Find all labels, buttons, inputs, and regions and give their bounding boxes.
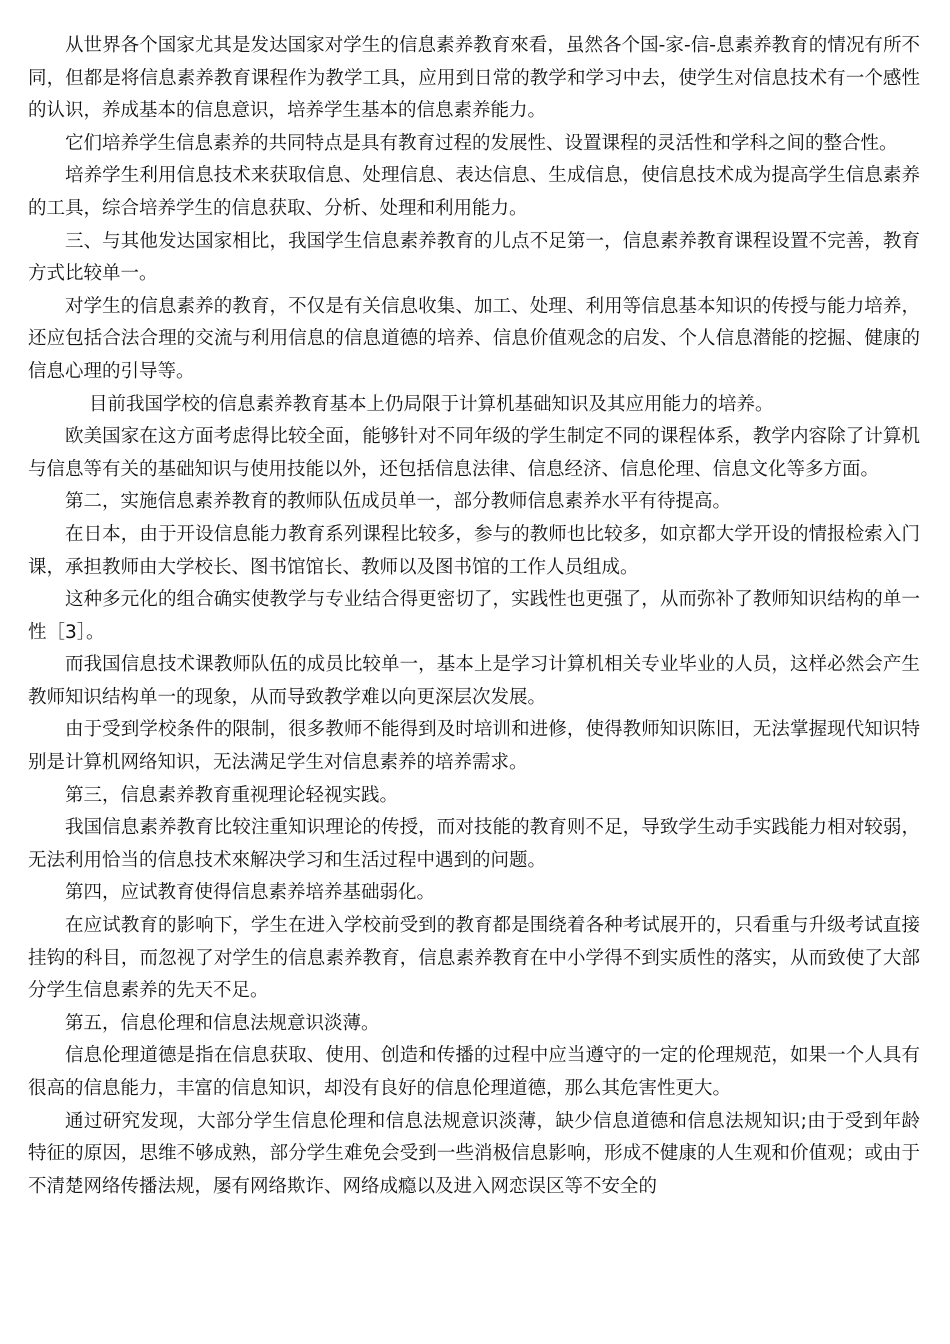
paragraph-8: 第二，实施信息素养教育的教师队伍成员单一，部分教师信息素养水平有待提高。 [65, 491, 732, 513]
paragraph-15: 第四，应试教育使得信息素养培养基础弱化。 [65, 882, 436, 904]
paragraph-19: 通过研究发现，大部分学生信息伦理和信息法规意识淡薄，缺少信息道德和信息法规知识;由于受到年龄特征的原因，思维不够成熟，部分学生难免会受到一些消极信息影响，形成不健康的人生观和价值观；或由于不清楚网络传播法规，屡有网络欺诈、网络成瘾以及进入网恋误区等不安全的 [28, 1110, 920, 1197]
paragraph-3: 培养学生利用信息技术来获取信息、处理信息、表达信息、生成信息，使信息技术成为提高学生信息素养的工具，综合培养学生的信息获取、分析、处理和利用能力。 [28, 165, 920, 219]
paragraph-1: 从世界各个国家尤其是发达国家对学生的信息素养教育來看，虽然各个国-家-信-息素养教育的情况有所不同，但都是将信息素养教育课程作为教学工具，应用到日常的教学和学习中去，使学生对信息技术有一个感性的认识，养成基本的信息意识，培养学生基本的信息素养能力。 [28, 35, 920, 122]
paragraph-16: 在应试教育的影响下，学生在进入学校前受到的教育都是围绕着各种考试展开的，只看重与升级考试直接挂钩的科目，而忽视了对学生的信息素养教育，信息素养教育在中小学得不到实质性的落实，从而致使了大部分学生信息素养的先天不足。 [28, 915, 920, 1002]
paragraph-12: 由于受到学校条件的限制，很多教师不能得到及时培训和进修，使得教师知识陈旧，无法掌握现代知识特别是计算机网络知识，无法满足学生对信息素养的培养需求。 [28, 719, 920, 774]
paragraph-7: 欧美国家在这方面考虑得比较全面，能够针对不同年级的学生制定不同的课程体系，教学内容除了计算机与信息等有关的基础知识与使用技能以外，还包括信息法律、信息经济、信息伦理、信息文化等多方面。 [28, 426, 920, 480]
paragraph-11: 而我国信息技术课教师队伍的成员比较单一，基本上是学习计算机相关专业毕业的人员，这样必然会产生教师知识结构单一的现象，从而导致教学难以向更深层次发展。 [28, 654, 920, 708]
paragraph-6: 目前我国学校的信息素养教育基本上仍局限于计算机基础知识及其应用能力的培养。 [89, 393, 774, 415]
paragraph-13: 第三，信息素养教育重视理论轻视实践。 [65, 784, 399, 806]
document-body [28, 30, 920, 1203]
paragraph-4: 三、与其他发达国家相比，我国学生信息素养教育的儿点不足第一，信息素养教育课程设置不完善，教育方式比较单一。 [28, 230, 920, 285]
paragraph-14: 我国信息素养教育比较注重知识理论的传授，而对技能的教育则不足，导致学生动手实践能力相对较弱，无法利用恰当的信息技术來解决学习和生活过程中遇到的问题。 [28, 817, 920, 871]
paragraph-5: 对学生的信息素养的教育，不仅是有关信息收集、加工、处理、利用等信息基本知识的传授与能力培养，还应包括合法合理的交流与利用信息的信息道德的培养、信息价值观念的启发、个人信息潜能的挖掘、健康的信息心理的引导等。 [28, 295, 920, 382]
paragraph-2: 它们培养学生信息素养的共同特点是具有教育过程的发展性、设置课程的灵活性和学科之间的整合性。 [65, 132, 898, 154]
paragraph-10: 这种多元化的组合确实使教学与专业结合得更密切了，实践性也更强了，从而弥补了教师知识结构的单一性［3］。 [28, 589, 920, 643]
paragraph-9: 在日本，由于开设信息能力教育系列课程比较多，参与的教师也比较多，如京都大学开设的情报检索入门课，承担教师由大学校长、图书馆馆长、教师以及图书馆的工作人员组成。 [28, 523, 920, 578]
paragraph-18: 信息伦理道德是指在信息获取、使用、创造和传播的过程中应当遵守的一定的伦理规范，如果一个人具有很高的信息能力，丰富的信息知识，却没有良好的信息伦理道德，那么其危害性更大。 [28, 1045, 920, 1099]
paragraph-17: 第五，信息伦理和信息法规意识淡薄。 [65, 1012, 380, 1034]
